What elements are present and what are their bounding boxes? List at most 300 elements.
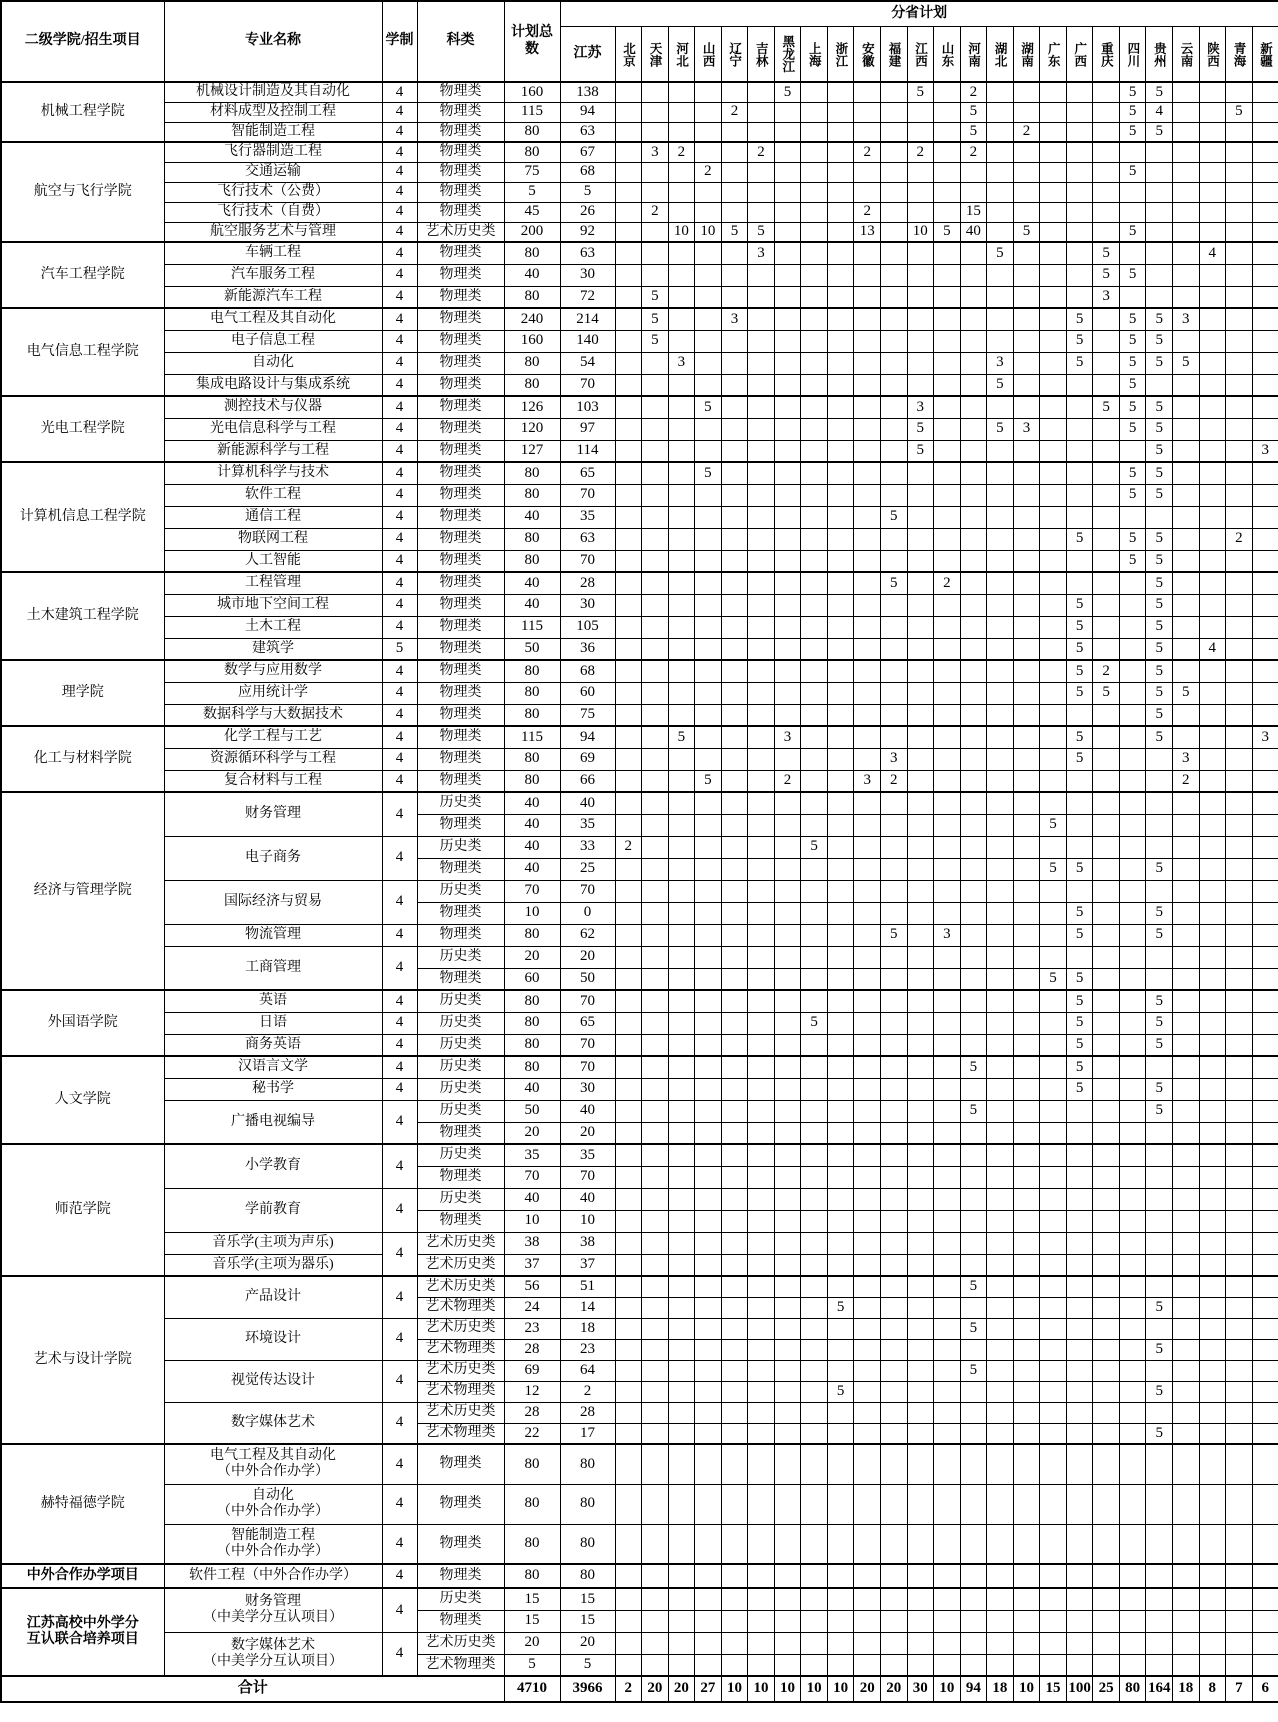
province-value-cell (801, 1610, 828, 1632)
province-value-cell (880, 616, 907, 638)
province-value-cell (1013, 594, 1040, 616)
jiangsu-value-cell: 63 (560, 528, 615, 550)
province-value-cell (668, 550, 695, 572)
total-province-cell: 10 (748, 1676, 775, 1702)
province-value-cell (801, 102, 828, 122)
major-cell (164, 1632, 382, 1676)
province-value-cell (880, 550, 907, 572)
province-value-cell (1013, 924, 1040, 946)
province-value-cell (668, 924, 695, 946)
province-value-cell (1172, 1188, 1199, 1210)
province-value-cell (774, 1610, 801, 1632)
province-value-cell (801, 1423, 828, 1444)
province-value-cell (1013, 990, 1040, 1012)
province-value-cell (960, 1122, 987, 1144)
province-value-cell (1040, 946, 1067, 968)
province-value-cell (721, 1012, 748, 1034)
province-value-cell (907, 682, 934, 704)
province-value-cell (987, 1056, 1014, 1078)
jiangsu-value-cell: 35 (560, 814, 615, 836)
province-value-cell (907, 594, 934, 616)
plan-total-cell: 15 (504, 1588, 560, 1610)
province-value-cell (642, 1423, 669, 1444)
province-value-cell: 5 (987, 242, 1014, 264)
major-cell (164, 1588, 382, 1632)
years-cell: 4 (382, 528, 417, 550)
province-value-cell (1119, 660, 1146, 682)
province-value-cell (1226, 1588, 1253, 1610)
province-value-cell (1199, 1276, 1226, 1297)
province-value-cell (1252, 1056, 1278, 1078)
major-cell: 飞行技术（自费） (164, 202, 382, 222)
jiangsu-value-cell: 14 (560, 1297, 615, 1318)
province-value-cell (1093, 1188, 1120, 1210)
major-cell: 车辆工程 (164, 242, 382, 264)
province-value-cell (748, 1297, 775, 1318)
province-value-cell (960, 748, 987, 770)
college-cell: 土木建筑工程学院 (1, 572, 164, 660)
province-value-cell (1199, 1078, 1226, 1100)
province-value-cell: 5 (1146, 1381, 1173, 1402)
category-cell: 物理类 (417, 308, 504, 330)
province-value-cell (880, 946, 907, 968)
years-cell: 4 (382, 1444, 417, 1484)
province-value-cell (721, 286, 748, 308)
province-value-cell (774, 484, 801, 506)
province-value-cell (1119, 638, 1146, 660)
province-value-cell (934, 1210, 961, 1232)
province-value-cell (801, 814, 828, 836)
province-value-cell (801, 682, 828, 704)
province-value-cell (668, 506, 695, 528)
province-value-cell (880, 1056, 907, 1078)
plan-total-cell: 80 (504, 770, 560, 792)
province-value-cell (642, 484, 669, 506)
province-value-cell (854, 1381, 881, 1402)
jiangsu-value-cell: 80 (560, 1524, 615, 1564)
major-cell: 飞行器制造工程 (164, 142, 382, 162)
province-value-cell (907, 748, 934, 770)
province-value-cell (907, 102, 934, 122)
province-value-cell (668, 1381, 695, 1402)
province-value-cell: 5 (1066, 616, 1093, 638)
province-value-cell (615, 308, 642, 330)
province-value-cell (880, 1423, 907, 1444)
jiangsu-value-cell: 36 (560, 638, 615, 660)
province-value-cell (907, 990, 934, 1012)
province-value-cell (1013, 550, 1040, 572)
province-value-cell (1252, 814, 1278, 836)
jiangsu-value-cell: 18 (560, 1318, 615, 1339)
province-value-cell (748, 880, 775, 902)
province-value-cell (721, 1654, 748, 1676)
plan-total-cell: 40 (504, 1188, 560, 1210)
category-cell: 物理类 (417, 528, 504, 550)
province-value-cell (721, 1210, 748, 1232)
province-value-cell: 3 (854, 770, 881, 792)
province-value-cell (987, 1210, 1014, 1232)
table-row (1, 182, 1278, 202)
province-value-cell (721, 1100, 748, 1122)
province-value-cell (615, 1122, 642, 1144)
jiangsu-value-cell: 70 (560, 1056, 615, 1078)
plan-total-cell: 240 (504, 308, 560, 330)
table-row (1, 1254, 1278, 1276)
province-value-cell (642, 1034, 669, 1056)
province-value-cell (642, 374, 669, 396)
province-value-cell: 5 (642, 330, 669, 352)
table-row (1, 572, 1278, 594)
province-value-cell (827, 968, 854, 990)
province-value-cell (1013, 1210, 1040, 1232)
jiangsu-value-cell: 80 (560, 1564, 615, 1588)
major-cell: 应用统计学 (164, 682, 382, 704)
province-value-cell: 2 (721, 102, 748, 122)
province-value-cell (960, 638, 987, 660)
province-value-cell (1226, 1360, 1253, 1381)
province-value-cell (615, 462, 642, 484)
province-value-cell: 5 (1066, 858, 1093, 880)
province-value-cell (668, 638, 695, 660)
province-value-cell (1199, 1056, 1226, 1078)
category-cell: 物理类 (417, 1444, 504, 1484)
province-value-cell (748, 286, 775, 308)
province-value-cell (934, 858, 961, 880)
jiangsu-value-cell: 70 (560, 1166, 615, 1188)
province-value-cell (1199, 162, 1226, 182)
province-value-cell (1172, 550, 1199, 572)
province-value-cell (1252, 82, 1278, 102)
province-value-cell (642, 1381, 669, 1402)
category-cell: 历史类 (417, 1588, 504, 1610)
province-value-cell (1199, 1188, 1226, 1210)
category-cell: 艺术物理类 (417, 1339, 504, 1360)
province-value-cell (1013, 1402, 1040, 1423)
province-value-cell (642, 418, 669, 440)
plan-total-cell: 80 (504, 990, 560, 1012)
province-value-cell (774, 704, 801, 726)
province-value-cell (880, 182, 907, 202)
province-value-cell (721, 242, 748, 264)
years-cell: 4 (382, 550, 417, 572)
province-value-cell (695, 1360, 722, 1381)
jiangsu-value-cell: 50 (560, 968, 615, 990)
province-value-cell (1013, 440, 1040, 462)
province-value-cell: 5 (1146, 1034, 1173, 1056)
province-value-cell (695, 1381, 722, 1402)
province-value-cell (1066, 1318, 1093, 1339)
province-value-cell (642, 660, 669, 682)
major-cell: 人工智能 (164, 550, 382, 572)
province-value-cell (854, 902, 881, 924)
province-value-cell (960, 1078, 987, 1100)
province-value-cell (1119, 1078, 1146, 1100)
plan-total-cell: 80 (504, 682, 560, 704)
province-value-cell (1226, 506, 1253, 528)
province-value-cell (934, 946, 961, 968)
province-value-cell (1040, 1444, 1067, 1484)
jiangsu-value-cell: 26 (560, 202, 615, 222)
total-province-cell: 10 (721, 1676, 748, 1702)
province-value-cell (774, 142, 801, 162)
province-value-cell (1013, 1339, 1040, 1360)
total-province-cell: 94 (960, 1676, 987, 1702)
province-value-cell: 5 (1146, 550, 1173, 572)
province-value-cell (1172, 616, 1199, 638)
province-value-cell (774, 1632, 801, 1654)
province-value-cell (748, 1210, 775, 1232)
category-cell: 历史类 (417, 1144, 504, 1166)
category-cell: 物理类 (417, 462, 504, 484)
province-value-cell (1252, 1210, 1278, 1232)
province-value-cell (1013, 726, 1040, 748)
province-value-cell: 5 (1146, 1012, 1173, 1034)
plan-total-cell: 75 (504, 162, 560, 182)
province-value-cell (827, 1188, 854, 1210)
province-value-cell (774, 1423, 801, 1444)
province-value-cell (827, 286, 854, 308)
province-value-cell (1013, 162, 1040, 182)
province-value-cell (1199, 82, 1226, 102)
major-cell: 材料成型及控制工程 (164, 102, 382, 122)
header-plan-total: 计划总数 (504, 1, 560, 82)
province-value-cell (1252, 142, 1278, 162)
province-value-cell (1013, 1034, 1040, 1056)
category-cell: 历史类 (417, 1056, 504, 1078)
province-value-cell (695, 1166, 722, 1188)
province-value-cell (1252, 1402, 1278, 1423)
province-value-cell (642, 82, 669, 102)
plan-total-cell: 50 (504, 638, 560, 660)
province-value-cell (748, 352, 775, 374)
province-value-cell (615, 352, 642, 374)
province-value-cell (1172, 1339, 1199, 1360)
years-cell: 4 (382, 572, 417, 594)
years-cell: 4 (382, 242, 417, 264)
province-value-cell (1199, 142, 1226, 162)
total-province-cell: 8 (1199, 1676, 1226, 1702)
province-value-cell (748, 308, 775, 330)
province-value-cell (1066, 440, 1093, 462)
province-value-cell: 5 (1066, 682, 1093, 704)
province-value-cell (695, 1632, 722, 1654)
province-value-cell (854, 682, 881, 704)
province-value-cell (880, 308, 907, 330)
province-value-cell (1172, 1144, 1199, 1166)
table-row (1, 594, 1278, 616)
province-value-cell (668, 616, 695, 638)
province-value-cell: 5 (1146, 1297, 1173, 1318)
province-value-cell (1066, 286, 1093, 308)
province-value-cell (695, 1588, 722, 1610)
province-value-cell (1199, 506, 1226, 528)
province-value-cell (1252, 418, 1278, 440)
province-value-cell (1252, 1524, 1278, 1564)
province-value-cell (987, 880, 1014, 902)
province-value-cell (748, 1402, 775, 1423)
province-value-cell (1119, 1588, 1146, 1610)
province-value-cell (987, 748, 1014, 770)
plan-total-cell: 69 (504, 1360, 560, 1381)
category-cell: 物理类 (417, 858, 504, 880)
province-value-cell (1040, 1144, 1067, 1166)
province-value-cell (1066, 1444, 1093, 1484)
province-value-cell (721, 770, 748, 792)
province-value-cell: 2 (907, 142, 934, 162)
province-value-cell (880, 1210, 907, 1232)
province-value-cell (695, 880, 722, 902)
jiangsu-value-cell: 60 (560, 682, 615, 704)
province-value-cell (668, 1339, 695, 1360)
province-value-cell (642, 528, 669, 550)
province-value-cell (721, 726, 748, 748)
province-value-cell: 5 (1119, 102, 1146, 122)
province-value-cell (1199, 1381, 1226, 1402)
province-value-cell (854, 726, 881, 748)
province-value-cell (880, 1444, 907, 1484)
province-value-cell (1093, 1381, 1120, 1402)
province-value-cell (801, 182, 828, 202)
province-value-cell (1013, 814, 1040, 836)
province-value-cell: 5 (1093, 264, 1120, 286)
province-value-cell (615, 1012, 642, 1034)
province-value-cell (880, 264, 907, 286)
province-value-cell (827, 506, 854, 528)
province-value-cell (880, 704, 907, 726)
category-cell: 物理类 (417, 1564, 504, 1588)
province-value-cell (960, 1588, 987, 1610)
province-value-cell (1013, 102, 1040, 122)
province-value-cell (615, 726, 642, 748)
province-value-cell (987, 528, 1014, 550)
province-value-cell (1040, 726, 1067, 748)
province-value-cell: 3 (1093, 286, 1120, 308)
province-value-cell (748, 162, 775, 182)
province-value-cell (1040, 1012, 1067, 1034)
province-value-cell (748, 1188, 775, 1210)
years-cell: 4 (382, 286, 417, 308)
province-value-cell (960, 858, 987, 880)
province-value-cell (880, 726, 907, 748)
province-value-cell (642, 1100, 669, 1122)
province-value-cell (1093, 82, 1120, 102)
province-value-cell (1226, 1254, 1253, 1276)
province-value-cell (642, 616, 669, 638)
province-value-cell (695, 1100, 722, 1122)
province-value-cell (615, 484, 642, 506)
province-value-cell (907, 880, 934, 902)
jiangsu-value-cell: 94 (560, 102, 615, 122)
province-value-cell (1040, 1632, 1067, 1654)
years-cell: 4 (382, 506, 417, 528)
province-value-cell: 5 (1119, 484, 1146, 506)
province-value-cell (1199, 1564, 1226, 1588)
province-value-cell (960, 352, 987, 374)
province-value-cell (960, 1188, 987, 1210)
province-value-cell (960, 286, 987, 308)
province-value-cell (721, 506, 748, 528)
province-value-cell (1066, 946, 1093, 968)
province-value-cell (774, 506, 801, 528)
province-value-cell (668, 1100, 695, 1122)
province-value-cell (1226, 1232, 1253, 1254)
province-value-cell (774, 202, 801, 222)
total-province-cell: 2 (615, 1676, 642, 1702)
province-value-cell (1093, 528, 1120, 550)
province-value-cell: 5 (1146, 352, 1173, 374)
major-cell: 交通运输 (164, 162, 382, 182)
major-cell: 新能源汽车工程 (164, 286, 382, 308)
province-value-cell (1226, 1210, 1253, 1232)
province-value-cell (774, 836, 801, 858)
plan-total-cell: 80 (504, 1012, 560, 1034)
province-value-cell (827, 924, 854, 946)
province-value-cell (1013, 1318, 1040, 1339)
province-value-cell (934, 594, 961, 616)
province-value-cell (695, 550, 722, 572)
province-value-cell (827, 1056, 854, 1078)
province-value-cell (827, 946, 854, 968)
province-value-cell (1013, 1188, 1040, 1210)
province-value-cell (1066, 550, 1093, 572)
province-value-cell (854, 1078, 881, 1100)
province-value-cell (1226, 202, 1253, 222)
province-value-cell (907, 308, 934, 330)
province-value-cell (1013, 1056, 1040, 1078)
province-value-cell (642, 1588, 669, 1610)
province-value-cell (1093, 924, 1120, 946)
province-value-cell (642, 1610, 669, 1632)
province-value-cell (1093, 814, 1120, 836)
jiangsu-value-cell: 80 (560, 1444, 615, 1484)
province-value-cell: 5 (695, 396, 722, 418)
province-value-cell (960, 1210, 987, 1232)
province-value-cell (880, 1318, 907, 1339)
province-value-cell (934, 1632, 961, 1654)
plan-total-cell: 35 (504, 1144, 560, 1166)
category-cell: 艺术物理类 (417, 1423, 504, 1444)
province-value-cell (721, 814, 748, 836)
province-value-cell (801, 550, 828, 572)
province-value-cell (1093, 1297, 1120, 1318)
province-value-cell (1199, 924, 1226, 946)
province-value-cell: 5 (1226, 102, 1253, 122)
province-value-cell (615, 1210, 642, 1232)
province-value-cell (1093, 1360, 1120, 1381)
province-value-cell (695, 528, 722, 550)
province-value-cell (801, 222, 828, 242)
province-value-cell (934, 1188, 961, 1210)
table-row (1, 506, 1278, 528)
province-value-cell (854, 82, 881, 102)
province-value-cell: 5 (748, 222, 775, 242)
province-value-cell (934, 1588, 961, 1610)
province-value-cell: 10 (695, 222, 722, 242)
province-value-cell (1013, 660, 1040, 682)
total-province-cell: 30 (907, 1676, 934, 1702)
province-value-cell: 4 (1199, 638, 1226, 660)
plan-total-cell: 200 (504, 222, 560, 242)
province-value-cell (1252, 902, 1278, 924)
province-value-cell: 5 (1146, 704, 1173, 726)
province-value-cell (801, 506, 828, 528)
province-value-cell (960, 1564, 987, 1588)
province-value-cell (1066, 770, 1093, 792)
province-value-cell: 5 (960, 1360, 987, 1381)
province-value-cell (801, 462, 828, 484)
province-value-cell (615, 102, 642, 122)
years-cell: 4 (382, 352, 417, 374)
